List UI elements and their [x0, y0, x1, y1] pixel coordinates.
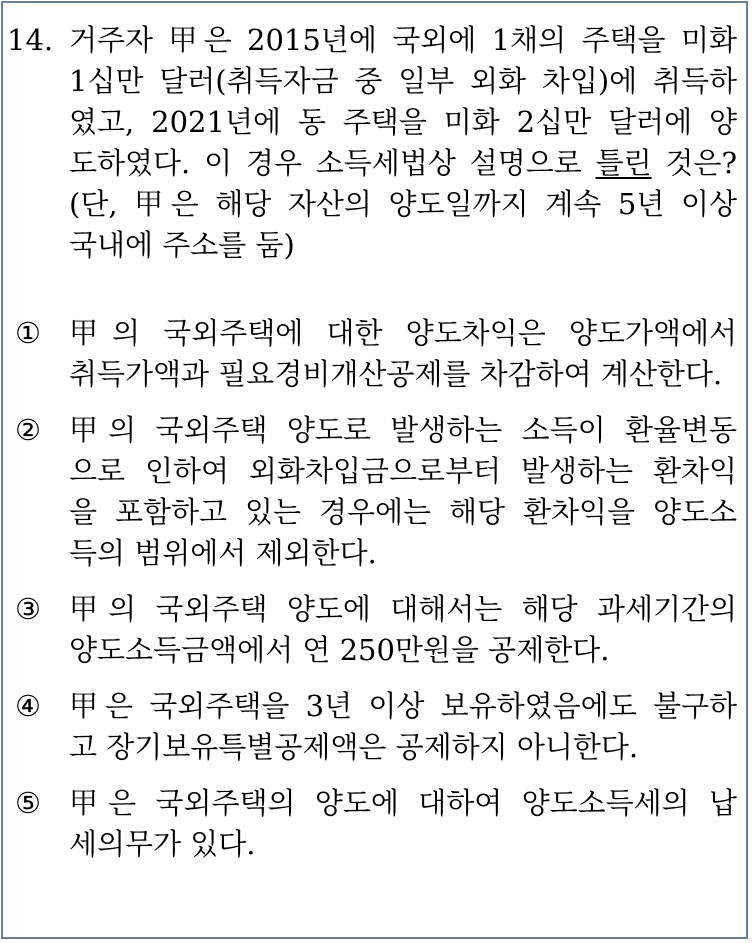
question-line: 1십만 달러(취득자금 중 일부 외화 차입)에 취득하	[69, 64, 737, 98]
question-number: 14.	[7, 23, 54, 57]
answer-option-2[interactable]	[7, 410, 737, 574]
option-marker: ⑤	[15, 786, 41, 820]
question-line: 였고, 2021년에 동 주택을 미화 2십만 달러에 양	[69, 105, 737, 139]
option-marker: ①	[15, 316, 41, 350]
question-line-text: 것은?	[651, 146, 737, 180]
option-line: 득의 범위에서 제외한다.	[69, 536, 377, 570]
question-line-text: 도하였다. 이 경우 소득세법상 설명으로	[69, 146, 596, 180]
question-line	[69, 143, 737, 184]
answer-option-5[interactable]	[7, 783, 737, 865]
option-marker: ③	[15, 592, 41, 626]
answer-option-4[interactable]	[7, 686, 737, 768]
option-marker: ②	[15, 413, 41, 447]
option-line: 취득가액과 필요경비개산공제를 차감하여 계산한다.	[69, 357, 723, 391]
question-note-line: (단, 甲은 해당 자산의 양도일까지 계속 5년 이상	[69, 187, 737, 221]
option-line: 甲의 국외주택 양도에 대해서는 해당 과세기간의	[69, 592, 737, 626]
answer-option-1[interactable]	[7, 313, 737, 395]
answer-options	[7, 313, 737, 880]
option-line: 세의무가 있다.	[69, 827, 256, 861]
question-line: 거주자 甲은 2015년에 국외에 1채의 주택을 미화	[69, 23, 737, 57]
option-line: 甲은 국외주택을 3년 이상 보유하였음에도 불구하	[69, 689, 737, 723]
question-note-line: 국내에 주소를 둠)	[69, 228, 295, 262]
option-line: 으로 인하여 외화차입금으로부터 발생하는 환차익	[69, 454, 737, 488]
option-marker: ④	[15, 689, 41, 723]
option-line: 을 포함하고 있는 경우에는 해당 환차익을 양도소	[69, 495, 737, 529]
option-line: 甲은 국외주택의 양도에 대하여 양도소득세의 납	[69, 786, 737, 820]
question-text	[69, 20, 737, 266]
option-line: 甲의 국외주택에 대한 양도차익은 양도가액에서	[69, 316, 737, 350]
option-line: 양도소득금액에서 연 250만원을 공제한다.	[69, 633, 610, 667]
option-line: 甲의 국외주택 양도로 발생하는 소득이 환율변동	[69, 413, 737, 447]
answer-option-3[interactable]	[7, 589, 737, 671]
option-line: 고 장기보유특별공제액은 공제하지 아니한다.	[69, 730, 639, 764]
question-stem	[7, 20, 737, 266]
underlined-keyword: 틀린	[595, 146, 652, 180]
